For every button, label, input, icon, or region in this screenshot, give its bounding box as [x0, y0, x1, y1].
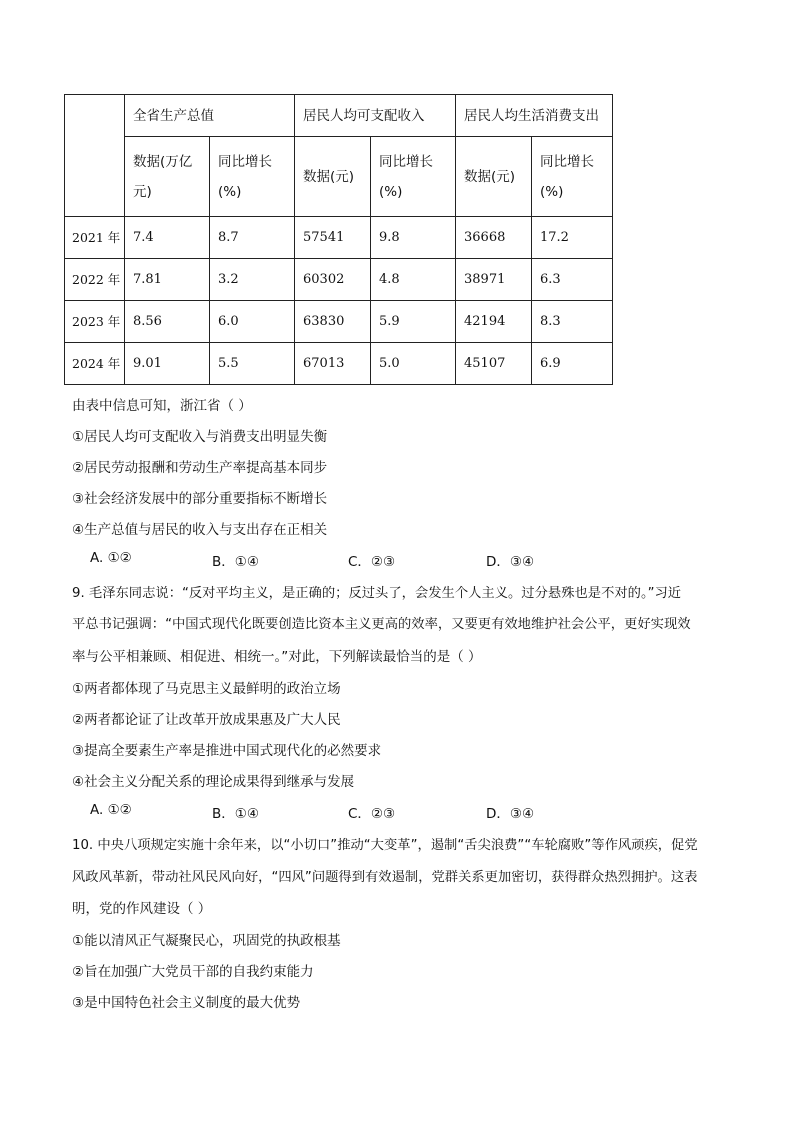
q10-item-1: ①能以清风正气凝聚民心，巩固党的执政根基	[72, 933, 341, 949]
q9-item-3: ③提高全要素生产率是推进中国式现代化的必然要求	[72, 743, 382, 759]
q10-stem-line-1: 10. 中央八项规定实施十余年来，以“小切口”推动“大变革”，遏制“舌尖浪费”“车轮腐败”等作风顽疾，促党	[72, 838, 698, 853]
table-cell: 6.3	[532, 259, 613, 301]
table-cell: 8.7	[210, 217, 295, 259]
q9-stem-line-1: 9. 毛泽东同志说：“反对平均主义，是正确的；反过头了，会发生个人主义。过分悬殊也是不对的。”习近	[72, 586, 682, 601]
q9-option-d[interactable]: D．③④	[486, 806, 535, 822]
statistics-table	[64, 94, 613, 385]
table-cell: 7.4	[125, 217, 210, 259]
table-cell: 45107	[456, 343, 532, 385]
q8-item-4: ④生产总值与居民的收入与支出存在正相关	[72, 522, 328, 538]
q10-stem-line-2: 风政风革新，带动社风民风向好，“四风”问题得到有效遏制，党群关系更加密切，获得群众热烈拥护。这表	[72, 870, 698, 885]
table-subheader: 数据(万亿 元)	[125, 137, 210, 217]
table-cell: 5.5	[210, 343, 295, 385]
table-subheader: 数据(元)	[295, 137, 371, 217]
q8-option-c[interactable]: C．②③	[348, 554, 396, 570]
table-row	[65, 343, 613, 385]
table-cell: 3.2	[210, 259, 295, 301]
q9-stem-line-2: 平总书记强调：“中国式现代化既要创造比资本主义更高的效率，又要更有效地维护社会公平，更好实现效	[72, 617, 691, 632]
year-cell: 2021 年	[65, 217, 125, 259]
table-row	[65, 301, 613, 343]
table-cell: 6.9	[532, 343, 613, 385]
table-cell: 8.56	[125, 301, 210, 343]
table-cell: 7.81	[125, 259, 210, 301]
table-cell: 57541	[295, 217, 371, 259]
table-group-header: 全省生产总值	[125, 95, 295, 137]
table-subheader: 同比增长 (%)	[532, 137, 613, 217]
table-cell: 4.8	[371, 259, 456, 301]
q9-option-c[interactable]: C．②③	[348, 806, 396, 822]
q9-item-2: ②两者都论证了让改革开放成果惠及广大人民	[72, 712, 341, 728]
table-subheader: 数据(元)	[456, 137, 532, 217]
table-cell: 42194	[456, 301, 532, 343]
table-cell: 8.3	[532, 301, 613, 343]
q9-stem-line-3: 率与公平相兼顾、相促进、相统一。”对此，下列解读最恰当的是（ ）	[72, 649, 482, 665]
table-group-header: 居民人均生活消费支出	[456, 95, 613, 137]
table-row	[65, 259, 613, 301]
q8-stem: 由表中信息可知，浙江省（ ）	[72, 398, 252, 414]
table-cell: 5.9	[371, 301, 456, 343]
table-group-header: 居民人均可支配收入	[295, 95, 456, 137]
table-cell: 36668	[456, 217, 532, 259]
q8-option-a[interactable]: A. ①②	[90, 550, 132, 566]
table-cell: 60302	[295, 259, 371, 301]
table-cell: 17.2	[532, 217, 613, 259]
table-corner-cell	[65, 95, 125, 217]
table-cell: 5.0	[371, 343, 456, 385]
table-cell: 9.01	[125, 343, 210, 385]
q9-item-4: ④社会主义分配关系的理论成果得到继承与发展	[72, 774, 355, 790]
table-cell: 67013	[295, 343, 371, 385]
table-subheader: 同比增长 (%)	[210, 137, 295, 217]
q9-item-1: ①两者都体现了马克思主义最鲜明的政治立场	[72, 681, 341, 697]
q8-item-2: ②居民劳动报酬和劳动生产率提高基本同步	[72, 460, 328, 476]
q10-stem-line-3: 明，党的作风建设（ ）	[72, 901, 212, 917]
q8-item-3: ③社会经济发展中的部分重要指标不断增长	[72, 491, 328, 507]
q8-item-1: ①居民人均可支配收入与消费支出明显失衡	[72, 429, 328, 445]
table-row	[65, 217, 613, 259]
table-cell: 38971	[456, 259, 532, 301]
table-subheader: 同比增长 (%)	[371, 137, 456, 217]
q8-option-b[interactable]: B．①④	[212, 554, 259, 570]
q9-option-a[interactable]: A. ①②	[90, 802, 132, 818]
year-cell: 2024 年	[65, 343, 125, 385]
q10-item-3: ③是中国特色社会主义制度的最大优势	[72, 995, 301, 1011]
q8-option-d[interactable]: D．③④	[486, 554, 535, 570]
year-cell: 2023 年	[65, 301, 125, 343]
table-cell: 6.0	[210, 301, 295, 343]
year-cell: 2022 年	[65, 259, 125, 301]
q9-option-b[interactable]: B．①④	[212, 806, 259, 822]
table-cell: 9.8	[371, 217, 456, 259]
table-cell: 63830	[295, 301, 371, 343]
q10-item-2: ②旨在加强广大党员干部的自我约束能力	[72, 964, 314, 980]
